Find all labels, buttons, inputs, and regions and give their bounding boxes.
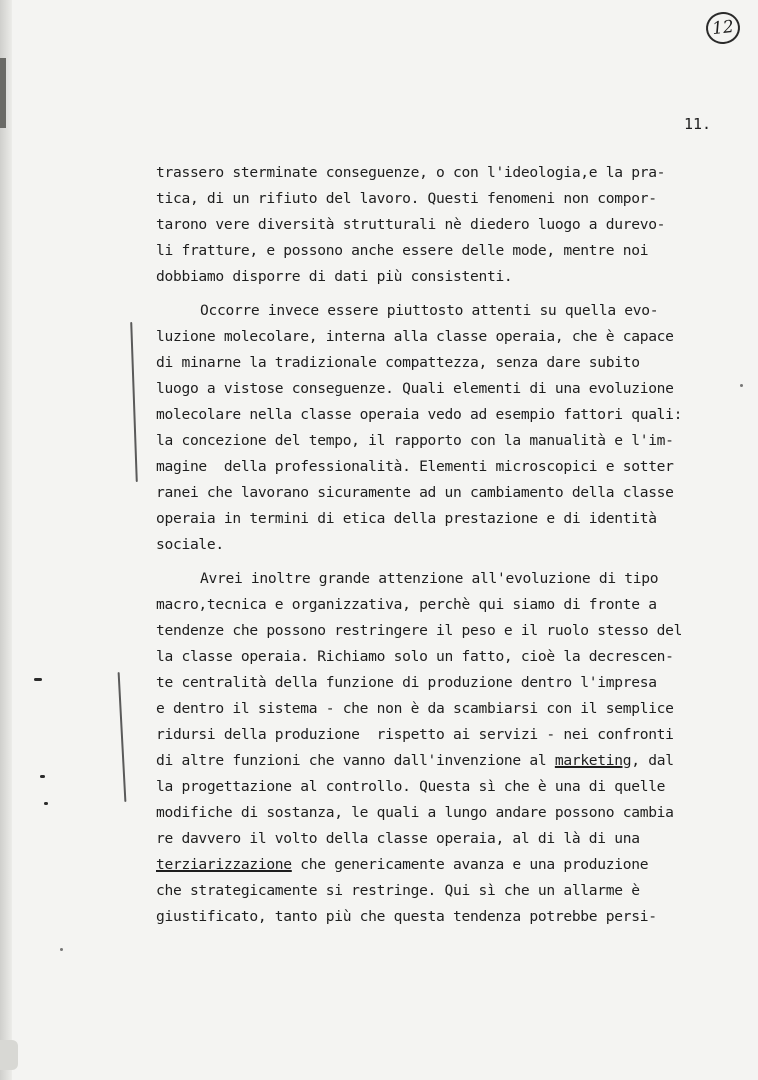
margin-dash-mark bbox=[34, 678, 42, 681]
text-line: la progettazione al controllo. Questa sì che è una di quelle bbox=[156, 778, 666, 795]
text-line-with-underline bbox=[156, 748, 746, 774]
margin-dash-mark bbox=[44, 802, 48, 805]
text-line: molecolare nella classe operaia vedo ad esempio fattori quali: bbox=[156, 406, 683, 423]
scan-speck bbox=[60, 948, 63, 951]
underlined-word: terziarizzazione bbox=[156, 856, 292, 873]
text-line: e dentro il sistema - che non è da scambiarsi con il semplice bbox=[156, 700, 674, 717]
text-line: trassero sterminate conseguenze, o con l'ideologia,e la pra- bbox=[156, 164, 666, 181]
scan-binding-mark bbox=[0, 58, 6, 128]
text-segment: , dal bbox=[631, 752, 674, 769]
text-line: tica, di un rifiuto del lavoro. Questi fenomeni non compor- bbox=[156, 190, 657, 207]
margin-bracket-stroke bbox=[130, 322, 138, 482]
margin-bracket-stroke bbox=[118, 672, 127, 802]
text-line: macro,tecnica e organizzativa, perchè qui siamo di fronte a bbox=[156, 596, 657, 613]
text-line: tarono vere diversità strutturali nè diedero luogo a durevo- bbox=[156, 216, 666, 233]
page-number: 11. bbox=[684, 115, 712, 133]
text-line: te centralità della funzione di produzione dentro l'impresa bbox=[156, 674, 657, 691]
scan-corner-mark bbox=[0, 1040, 18, 1070]
text-line: li fratture, e possono anche essere delle mode, mentre noi bbox=[156, 242, 649, 259]
typewritten-text bbox=[156, 160, 746, 930]
text-line: la classe operaia. Richiamo solo un fatto, cioè la decrescen- bbox=[156, 648, 674, 665]
text-line: Avrei inoltre grande attenzione all'evoluzione di tipo bbox=[200, 570, 659, 587]
text-line: ranei che lavorano sicuramente ad un cambiamento della classe bbox=[156, 484, 674, 501]
margin-dash-mark bbox=[40, 775, 45, 778]
text-segment: di altre funzioni che vanno dall'invenzione al bbox=[156, 752, 555, 769]
text-line: ridursi della produzione rispetto ai servizi - nei confronti bbox=[156, 726, 674, 743]
text-line-with-underline bbox=[156, 852, 746, 878]
text-line: re davvero il volto della classe operaia, al di là di una bbox=[156, 830, 640, 847]
text-line: luogo a vistose conseguenze. Quali elementi di una evoluzione bbox=[156, 380, 674, 397]
scan-left-edge bbox=[0, 0, 12, 1080]
text-line: che strategicamente si restringe. Qui sì che un allarme è bbox=[156, 882, 640, 899]
text-line: dobbiamo disporre di dati più consistenti. bbox=[156, 268, 513, 285]
text-line: sociale. bbox=[156, 536, 224, 553]
text-line: la concezione del tempo, il rapporto con la manualità e l'im- bbox=[156, 432, 674, 449]
text-line: magine della professionalità. Elementi microscopici e sotter bbox=[156, 458, 674, 475]
text-line: tendenze che possono restringere il peso e il ruolo stesso del bbox=[156, 622, 683, 639]
circled-page-tag: 12 bbox=[704, 10, 741, 45]
text-line: giustificato, tanto più che questa tendenza potrebbe persi- bbox=[156, 908, 657, 925]
underlined-word: marketing bbox=[554, 752, 632, 769]
text-line: modifiche di sostanza, le quali a lungo andare possono cambia bbox=[156, 804, 674, 821]
text-line: di minarne la tradizionale compattezza, senza dare subito bbox=[156, 354, 640, 371]
text-line: Occorre invece essere piuttosto attenti su quella evo- bbox=[200, 302, 659, 319]
text-line: luzione molecolare, interna alla classe operaia, che è capace bbox=[156, 328, 674, 345]
text-segment: che genericamente avanza e una produzione bbox=[291, 856, 649, 873]
text-line: operaia in termini di etica della prestazione e di identità bbox=[156, 510, 657, 527]
